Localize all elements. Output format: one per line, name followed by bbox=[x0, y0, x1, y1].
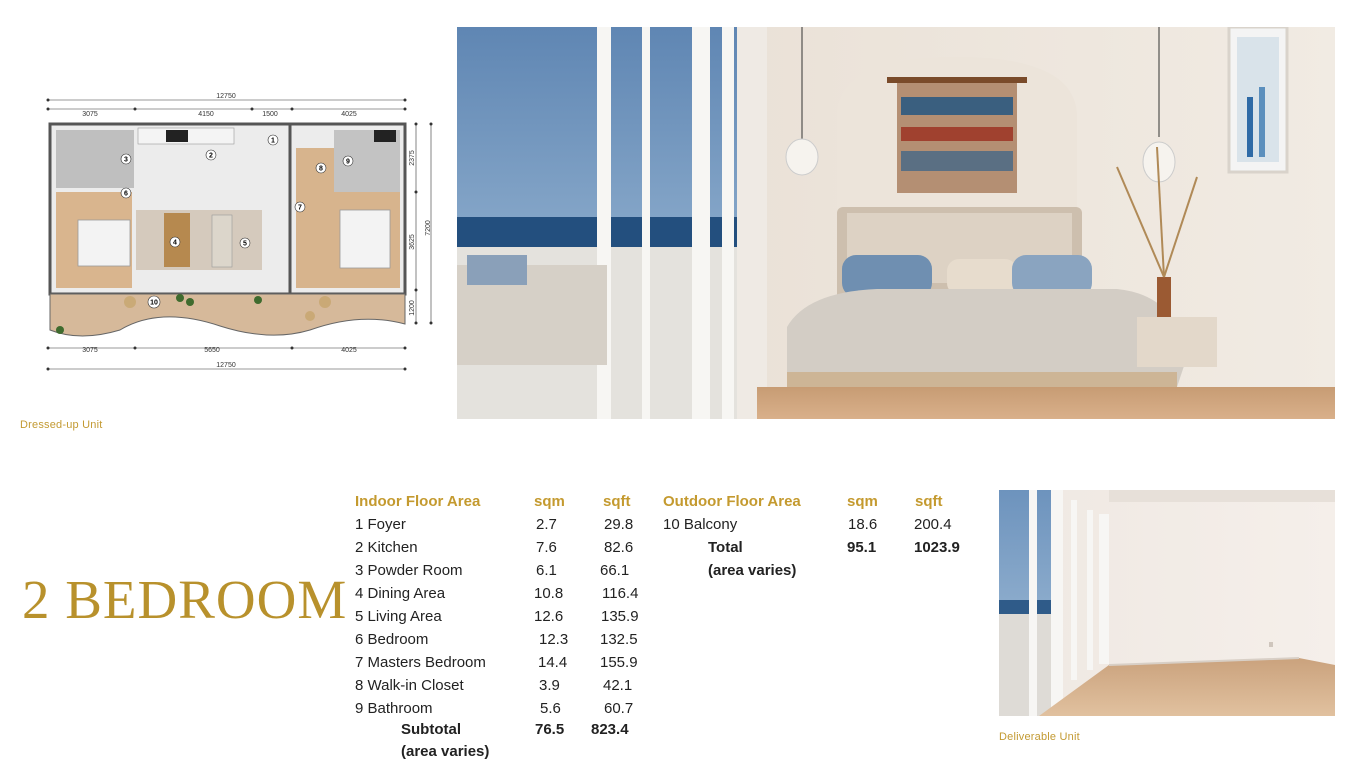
dim-label: 3625 bbox=[409, 234, 416, 250]
svg-text:7: 7 bbox=[298, 204, 302, 212]
unit-type-title: 2 BEDROOM bbox=[22, 569, 348, 630]
room-sqft: 29.8 bbox=[604, 516, 634, 533]
room-sqft: 155.9 bbox=[600, 654, 638, 671]
svg-text:2: 2 bbox=[209, 152, 213, 160]
room-number bbox=[240, 238, 250, 248]
room-name: 6 Bedroom bbox=[355, 631, 429, 648]
room-name: 1 Foyer bbox=[355, 516, 406, 533]
room-name: 3 Powder Room bbox=[355, 562, 463, 579]
dim-label: 4150 bbox=[198, 111, 214, 118]
svg-text:3: 3 bbox=[124, 156, 128, 164]
room-sqm: 7.6 bbox=[536, 539, 557, 556]
subtotal-sqm: 76.5 bbox=[535, 721, 565, 738]
svg-text:5: 5 bbox=[243, 240, 247, 248]
dim-label: 2375 bbox=[409, 150, 416, 166]
room-name: 8 Walk-in Closet bbox=[355, 677, 464, 694]
room-sqm: 12.3 bbox=[539, 631, 569, 648]
svg-text:10: 10 bbox=[150, 299, 158, 307]
indoor-floor-area-table bbox=[355, 493, 655, 763]
subtotal-label: Subtotal bbox=[401, 721, 461, 738]
room-name: 7 Masters Bedroom bbox=[355, 654, 486, 671]
svg-text:9: 9 bbox=[346, 158, 350, 166]
room-name: 2 Kitchen bbox=[355, 539, 418, 556]
room-number bbox=[316, 163, 326, 173]
room-sqm: 3.9 bbox=[539, 677, 560, 694]
svg-text:6: 6 bbox=[124, 190, 128, 198]
room-sqft: 116.4 bbox=[602, 585, 639, 602]
total-sqm: 95.1 bbox=[847, 539, 877, 556]
dim-label: 5650 bbox=[204, 347, 220, 354]
dressed-up-caption: Dressed-up Unit bbox=[20, 419, 103, 431]
total-note: (area varies) bbox=[708, 562, 797, 579]
room-sqm: 10.8 bbox=[534, 585, 564, 602]
total-label: Total bbox=[708, 539, 743, 556]
room-sqft: 42.1 bbox=[603, 677, 633, 694]
floor-plan bbox=[40, 80, 440, 380]
dim-label: 1200 bbox=[409, 300, 416, 316]
dim-label: 12750 bbox=[216, 93, 236, 100]
dim-label: 1500 bbox=[262, 111, 278, 118]
dim-label: 3075 bbox=[82, 347, 98, 354]
indoor-header-sqm: sqm bbox=[534, 493, 565, 510]
outdoor-header-sqm: sqm bbox=[847, 493, 878, 510]
room-sqft: 135.9 bbox=[601, 608, 639, 625]
room-number bbox=[268, 135, 278, 145]
room-name: 5 Living Area bbox=[355, 608, 442, 625]
indoor-header-sqft: sqft bbox=[603, 493, 631, 510]
room-sqm: 6.1 bbox=[536, 562, 557, 579]
svg-text:1: 1 bbox=[271, 137, 275, 145]
svg-text:4: 4 bbox=[173, 239, 177, 247]
room-sqm: 12.6 bbox=[534, 608, 564, 625]
room-sqft: 60.7 bbox=[604, 700, 634, 717]
bedroom-render-image bbox=[457, 27, 1335, 419]
room-number bbox=[170, 237, 180, 247]
balcony-name: 10 Balcony bbox=[663, 516, 738, 533]
room-sqm: 5.6 bbox=[540, 700, 561, 717]
deliverable-caption: Deliverable Unit bbox=[999, 731, 1080, 743]
room-number bbox=[295, 202, 305, 212]
balcony-sqft: 200.4 bbox=[914, 516, 952, 533]
svg-text:8: 8 bbox=[319, 165, 323, 173]
subtotal-note: (area varies) bbox=[401, 743, 490, 760]
outdoor-floor-area-table bbox=[663, 493, 983, 583]
room-name: 4 Dining Area bbox=[355, 585, 446, 602]
room-number bbox=[148, 296, 160, 308]
room-number bbox=[206, 150, 216, 160]
outdoor-header-label: Outdoor Floor Area bbox=[663, 493, 801, 510]
room-name: 9 Bathroom bbox=[355, 700, 433, 717]
subtotal-sqft: 823.4 bbox=[591, 721, 629, 738]
dim-label: 7200 bbox=[425, 220, 432, 236]
room-sqm: 14.4 bbox=[538, 654, 568, 671]
dim-label: 12750 bbox=[216, 362, 236, 369]
dim-label: 4025 bbox=[341, 111, 357, 118]
balcony-sqm: 18.6 bbox=[848, 516, 878, 533]
deliverable-unit-image bbox=[999, 490, 1335, 716]
room-sqft: 66.1 bbox=[600, 562, 630, 579]
outdoor-header-sqft: sqft bbox=[915, 493, 943, 510]
room-number bbox=[121, 188, 131, 198]
dim-label: 4025 bbox=[341, 347, 357, 354]
room-sqft: 82.6 bbox=[604, 539, 634, 556]
room-number bbox=[343, 156, 353, 166]
room-sqm: 2.7 bbox=[536, 516, 557, 533]
dim-label: 3075 bbox=[82, 111, 98, 118]
indoor-header-label: Indoor Floor Area bbox=[355, 493, 481, 510]
total-sqft: 1023.9 bbox=[914, 539, 960, 556]
room-sqft: 132.5 bbox=[600, 631, 638, 648]
room-number bbox=[121, 154, 131, 164]
